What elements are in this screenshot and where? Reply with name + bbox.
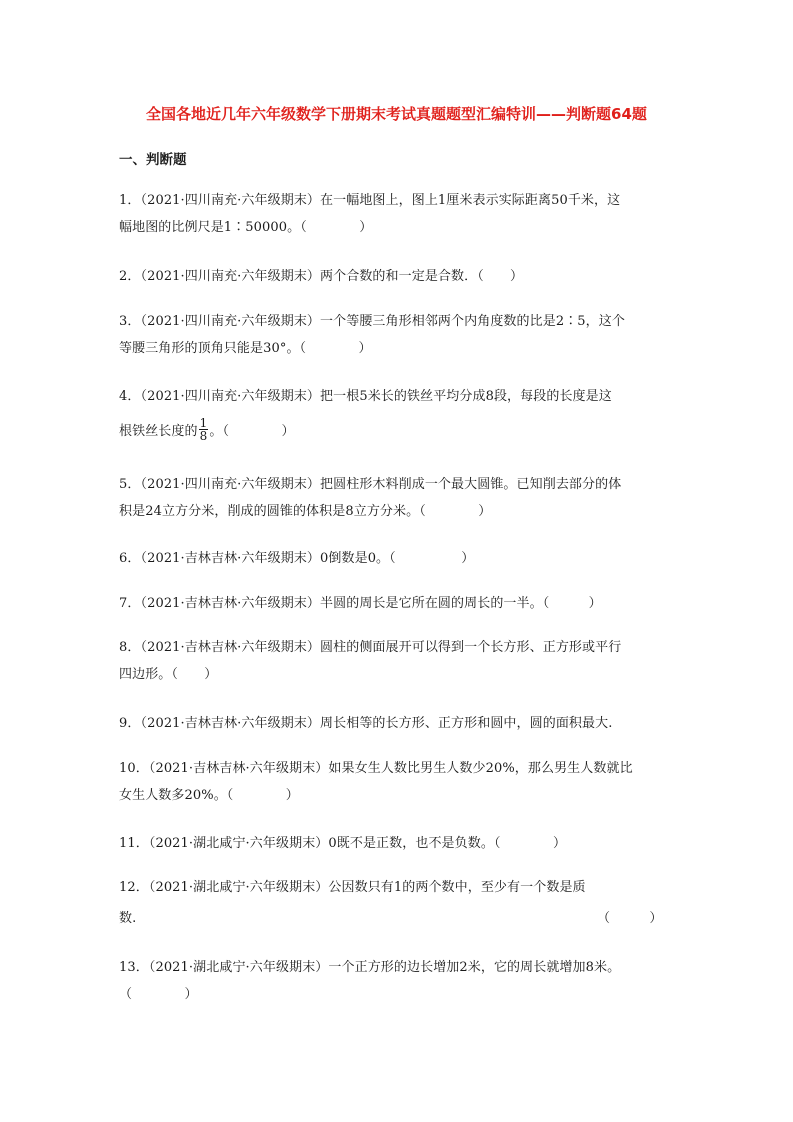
question-9 xyxy=(119,710,679,737)
question-6-line-1: 6．（2021·吉林吉林·六年级期末）0倒数是0。（ ） xyxy=(119,551,475,566)
question-12 xyxy=(119,874,679,932)
question-4-line-2-tail: 。（ ） xyxy=(209,424,295,439)
question-1-line-2: 幅地图的比例尺是1∶50000。（ ） xyxy=(119,220,373,235)
fraction xyxy=(199,417,209,442)
question-11 xyxy=(119,830,679,857)
question-13-line-2: （ ） xyxy=(119,987,198,1002)
question-3-line-1: 3．（2021·四川南充·六年级期末）一个等腰三角形相邻两个内角度数的比是2∶5，这个 xyxy=(119,314,625,329)
question-10-line-1: 10．（2021·吉林吉林·六年级期末）如果女生人数比男生人数少20%，那么男生人数就比 xyxy=(119,761,633,776)
question-13-line-1: 13．（2021·湖北咸宁·六年级期末）一个正方形的边长增加2米，它的周长就增加8米。 xyxy=(119,960,621,975)
question-12-answer-blank: （ ） xyxy=(597,911,663,926)
question-7 xyxy=(119,590,679,617)
section-heading: 一、判断题 xyxy=(119,152,187,168)
question-8 xyxy=(119,634,679,688)
question-12-line-1: 12．（2021·湖北咸宁·六年级期末）公因数只有1的两个数中，至少有一个数是质 xyxy=(119,880,586,895)
question-4-line-2-text: 根铁丝长度的 xyxy=(119,424,198,439)
question-10-line-2: 女生人数多20%。（ ） xyxy=(119,788,299,803)
question-4-line-1: 4．（2021·四川南充·六年级期末）把一根5米长的铁丝平均分成8段，每段的长度是这 xyxy=(119,389,612,404)
document-title: 全国各地近几年六年级数学下册期末考试真题题型汇编特训——判断题64题 xyxy=(146,105,647,123)
question-13 xyxy=(119,954,679,1008)
question-5 xyxy=(119,471,679,525)
question-10 xyxy=(119,755,679,809)
question-9-line-1: 9．（2021·吉林吉林·六年级期末）周长相等的长方形、正方形和圆中，圆的面积最大. xyxy=(119,716,613,731)
question-12-line-2: 数. xyxy=(119,911,137,926)
question-5-line-2: 积是24立方分米，削成的圆锥的体积是8立方分米。（ ） xyxy=(119,504,492,519)
question-4 xyxy=(119,383,679,445)
question-6 xyxy=(119,545,679,572)
question-3 xyxy=(119,308,679,362)
question-8-line-1: 8．（2021·吉林吉林·六年级期末）圆柱的侧面展开可以得到一个长方形、正方形或平行 xyxy=(119,640,622,655)
question-1-line-1: 1．（2021·四川南充·六年级期末）在一幅地图上，图上1厘米表示实际距离50千米，这 xyxy=(119,193,621,208)
question-4-line-2 xyxy=(119,418,679,445)
fraction-numerator: 1 xyxy=(199,416,208,430)
question-2-line-1: 2．（2021·四川南充·六年级期末）两个合数的和一定是合数．（ ） xyxy=(119,269,524,284)
fraction-denominator: 8 xyxy=(199,429,208,443)
question-11-line-1: 11．（2021·湖北咸宁·六年级期末）0既不是正数，也不是负数。（ ） xyxy=(119,836,567,851)
question-5-line-1: 5．（2021·四川南充·六年级期末）把圆柱形木料削成一个最大圆锥。已知削去部分的体 xyxy=(119,477,622,492)
question-7-line-1: 7．（2021·吉林吉林·六年级期末）半圆的周长是它所在圆的周长的一半。（ ） xyxy=(119,596,602,611)
question-3-line-2: 等腰三角形的顶角只能是30°。（ ） xyxy=(119,341,372,356)
question-2 xyxy=(119,263,679,290)
question-8-line-2: 四边形。（ ） xyxy=(119,667,218,682)
question-1 xyxy=(119,187,679,241)
